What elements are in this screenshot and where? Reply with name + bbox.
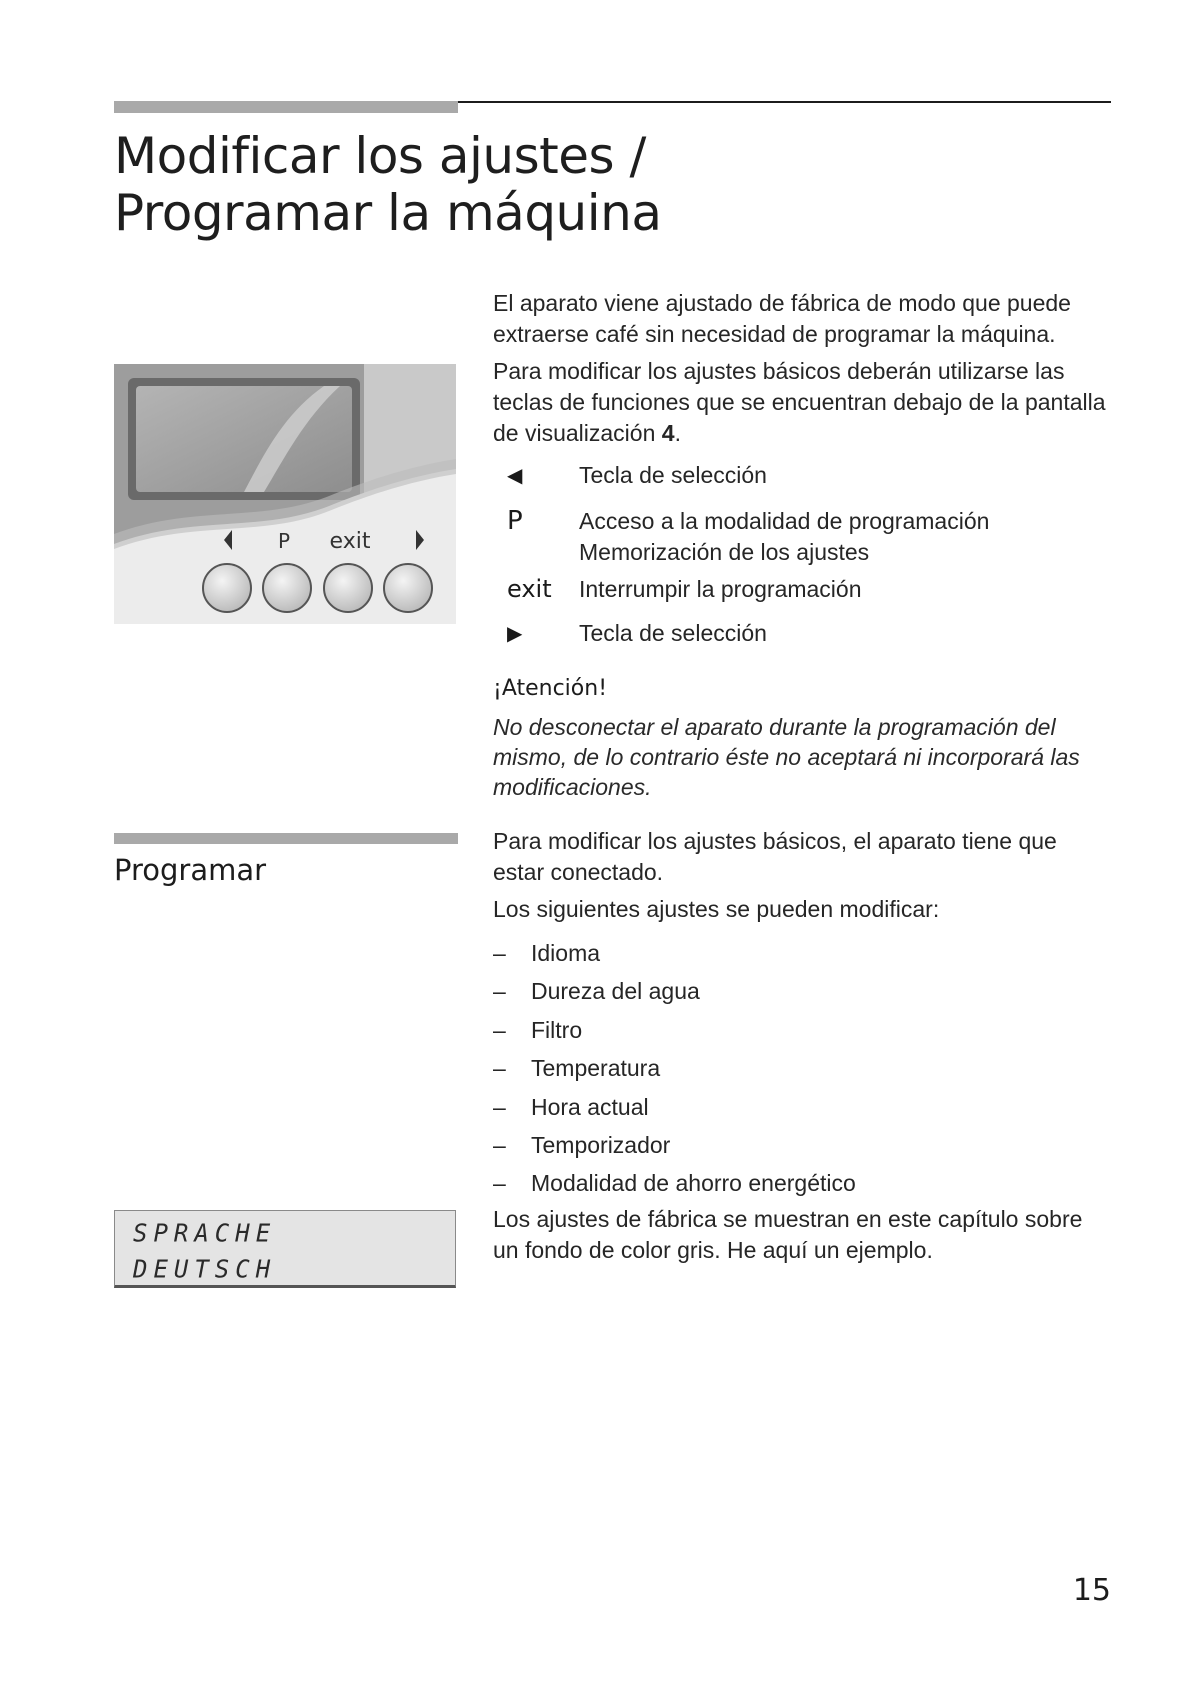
list-dash: –	[493, 1093, 506, 1120]
list-item	[493, 1164, 1113, 1202]
key-desc: Tecla de selección	[579, 462, 767, 488]
control-panel-photo	[114, 364, 456, 624]
settings-list	[493, 934, 1113, 1203]
factory-note	[493, 1204, 1113, 1266]
list-item-label: Temporizador	[531, 1131, 671, 1158]
list-item	[493, 934, 1113, 972]
list-item-label: Temperatura	[531, 1055, 661, 1082]
header-rule-black	[458, 101, 1111, 103]
key-legend	[493, 460, 1113, 658]
list-dash: –	[493, 978, 506, 1005]
lcd-line-1: SPRACHE	[133, 1218, 277, 1248]
section-paragraph-1: Para modificar los ajustes básicos, el aparato tiene que estar conectado.	[493, 828, 1057, 885]
attention-text: No desconectar el aparato durante la programación del mismo, de lo contrario éste no aceptará ni incorporará las modificaciones.	[493, 714, 1080, 800]
panel-label-p: P	[277, 529, 291, 553]
exit-key-icon: exit	[507, 575, 552, 603]
factory-paragraph: Los ajustes de fábrica se muestran en este capítulo sobre un fondo de color gris. He aquí un ejemplo.	[493, 1206, 1083, 1263]
list-item-label: Hora actual	[531, 1093, 649, 1120]
key-desc: Tecla de selección	[579, 620, 767, 646]
list-item-label: Modalidad de ahorro energético	[531, 1170, 856, 1197]
key-desc-line: Memorización de los ajustes	[579, 539, 870, 565]
panel-label-exit: exit	[329, 529, 371, 554]
page-title-line-2: Programar la máquina	[114, 184, 662, 242]
panel-button-p	[263, 564, 311, 612]
key-row-right	[493, 618, 1113, 658]
triangle-right-icon: ▶	[507, 621, 523, 645]
attention-title: ¡Atención!	[493, 676, 608, 701]
list-dash: –	[493, 1170, 506, 1197]
list-dash: –	[493, 1131, 506, 1158]
list-dash: –	[493, 1016, 506, 1043]
key-row-p	[493, 506, 1113, 574]
key-desc: Interrumpir la programación	[579, 576, 862, 602]
intro-paragraph-1: El aparato viene ajustado de fábrica de modo que puede extraerse café sin necesidad de programar la máquina.	[493, 290, 1071, 347]
key-row-exit	[493, 574, 1113, 618]
section-intro	[493, 826, 1113, 925]
intro-paragraph-2-end: .	[674, 420, 681, 446]
section-heading: Programar	[114, 853, 267, 887]
panel-button-exit	[324, 564, 372, 612]
list-item-label: Dureza del agua	[531, 978, 700, 1005]
list-item	[493, 972, 1113, 1010]
list-item	[493, 1126, 1113, 1164]
list-dash: –	[493, 940, 506, 966]
display-reference: 4	[661, 420, 675, 446]
p-key-icon: P	[507, 506, 523, 536]
list-item-label: Idioma	[531, 940, 601, 966]
section-rule-gray	[114, 833, 458, 844]
header-rule-gray	[114, 101, 458, 113]
list-item-label: Filtro	[531, 1016, 583, 1043]
key-row-left	[493, 460, 1113, 506]
lcd-line-2: DEUTSCH	[133, 1254, 277, 1284]
section-paragraph-2: Los siguientes ajustes se pueden modificar:	[493, 896, 940, 922]
list-item	[493, 1049, 1113, 1087]
key-desc-line: Acceso a la modalidad de programación	[579, 508, 990, 534]
page-title	[114, 128, 1014, 242]
page-number: 15	[1072, 1573, 1111, 1608]
intro-paragraph-2-text: Para modificar los ajustes básicos deberán utilizarse las teclas de funciones que se encuentran debajo de la pantalla de visualización	[493, 358, 1106, 446]
key-desc	[579, 506, 1113, 574]
lcd-display-example	[114, 1210, 456, 1288]
list-dash: –	[493, 1055, 506, 1082]
page-title-line-1: Modificar los ajustes /	[114, 127, 646, 185]
triangle-left-icon: ◀	[507, 463, 523, 487]
list-item	[493, 1011, 1113, 1049]
intro-text	[493, 288, 1113, 449]
panel-button-left	[203, 564, 251, 612]
list-item	[493, 1088, 1113, 1126]
panel-button-right	[384, 564, 432, 612]
intro-paragraph-2	[493, 356, 1113, 449]
